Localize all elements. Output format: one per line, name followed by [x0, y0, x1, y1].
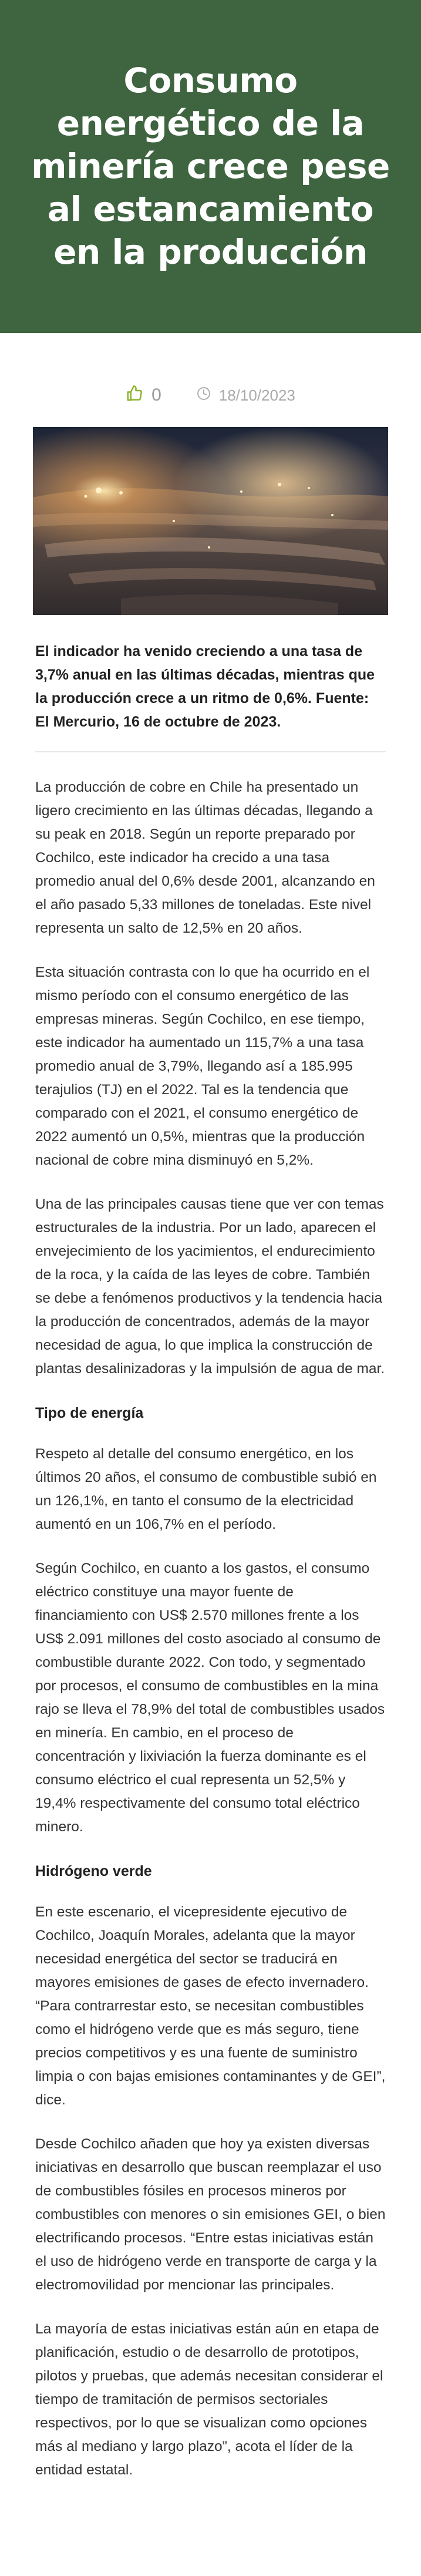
- date-text: 18/10/2023: [218, 386, 295, 404]
- mine-photo: [33, 427, 388, 615]
- publish-date: [197, 386, 295, 405]
- paragraph: Desde Cochilco añaden que hoy ya existen diversas iniciativas en desarrollo que buscan reemplazar el uso de combustibles fósiles en procesos mineros por combustibles con menores o sin emisiones GEI, o bien electrificando procesos. “Entre estas iniciativas están el uso de hidrógeno verde en transporte de carga y la electromovilidad por mencionar las principales.: [35, 2136, 386, 2293]
- paragraph: La mayoría de estas iniciativas están aún en etapa de planificación, estudio o de desarrollo de prototipos, pilotos y pruebas, que además necesitan considerar el tiempo de tramitación de permisos sectoriales respectivos, por lo que se visualizan como opciones más al mediano y largo plazo”, acota el líder de la entidad estatal.: [35, 2321, 383, 2478]
- section-heading-hydrogen: Hidrógeno verde: [35, 1863, 152, 1879]
- paragraph: En este escenario, el vicepresidente ejecutivo de Cochilco, Joaquín Morales, adelanta que la mayor necesidad energética del sector se traducirá en mayores emisiones de gases de efecto invernadero. “Para contrarrestar esto, se necesitan combustibles como el hidrógeno verde que es más seguro, tiene precios competitivos y es una fuente de suministro limpia o con bajas emisiones contaminantes y de GEI”, dice.: [35, 1904, 386, 2108]
- paragraph: Respeto al detalle del consumo energético, en los últimos 20 años, el consumo de combustible subió en un 126,1%, en tanto el consumo de la electricidad aumentó en un 106,7% en el período.: [35, 1446, 377, 1532]
- paragraph: Una de las principales causas tiene que ver con temas estructurales de la industria. Por un lado, aparecen el envejecimiento de los yacimientos, el endurecimiento de la roca, y la caída de las leyes de cobre. También se debe a fenómenos productivos y la tendencia hacia la producción de concentrados, además de la mayor necesidad de agua, lo que implica la construcción de plantas desalinizadoras y la impulsión de agua de mar.: [35, 1196, 385, 1377]
- article-title: Consumo energético de la minería crece pese al estancamiento en la producción: [31, 60, 390, 272]
- thumbs-up-icon[interactable]: [126, 385, 143, 406]
- section-heading-energy: Tipo de energía: [35, 1405, 144, 1421]
- paragraph: Esta situación contrasta con lo que ha ocurrido en el mismo período con el consumo energético de las empresas mineras. Según Cochilco, en ese tiempo, este indicador ha aumentado un 115,7% a una tasa promedio anual de 3,79%, llegando así a 185.995 terajulios (TJ) en el 2022. Tal es la tendencia que comparado con el 2021, el consumo energético de 2022 aumentó un 0,5%, mientras que la producción nacional de cobre mina disminuyó en 5,2%.: [35, 964, 370, 1168]
- like-count: 0: [151, 385, 161, 405]
- paragraph: Según Cochilco, en cuanto a los gastos, el consumo eléctrico constituye una mayor fuente de financiamiento con US$ 2.570 millones frente a los US$ 2.091 millones del costo asociado al consumo de combustible durante 2022. Con todo, y segmentado por procesos, el consumo de combustibles en la mina rajo se lleva el 78,9% del total de combustibles usados en minería. En cambio, en el proceso de concentración y lixiviación la fuerza dominante es el consumo eléctrico el cual representa un 52,5% y 19,4% respectivamente del consumo total eléctrico minero.: [35, 1561, 385, 1835]
- paragraph: La producción de cobre en Chile ha presentado un ligero crecimiento en las últimas décadas, llegando a su peak en 2018. Según un reporte preparado por Cochilco, este indicador ha crecido a una tasa promedio anual del 0,6% desde 2001, alcanzando en el año pasado 5,33 millones de toneladas. Este nivel representa un salto de 12,5% en 20 años.: [35, 779, 375, 936]
- article-header: [0, 0, 421, 333]
- article-lead: El indicador ha venido creciendo a una tasa de 3,7% anual en las últimas décadas, mientras que la producción crece a un ritmo de 0,6%. Fuente: El Mercurio, 16 de octubre de 2023.: [35, 640, 386, 752]
- article-body: [0, 615, 421, 2482]
- like-counter[interactable]: [126, 385, 161, 406]
- clock-icon: [197, 386, 211, 405]
- article-meta: [0, 333, 421, 427]
